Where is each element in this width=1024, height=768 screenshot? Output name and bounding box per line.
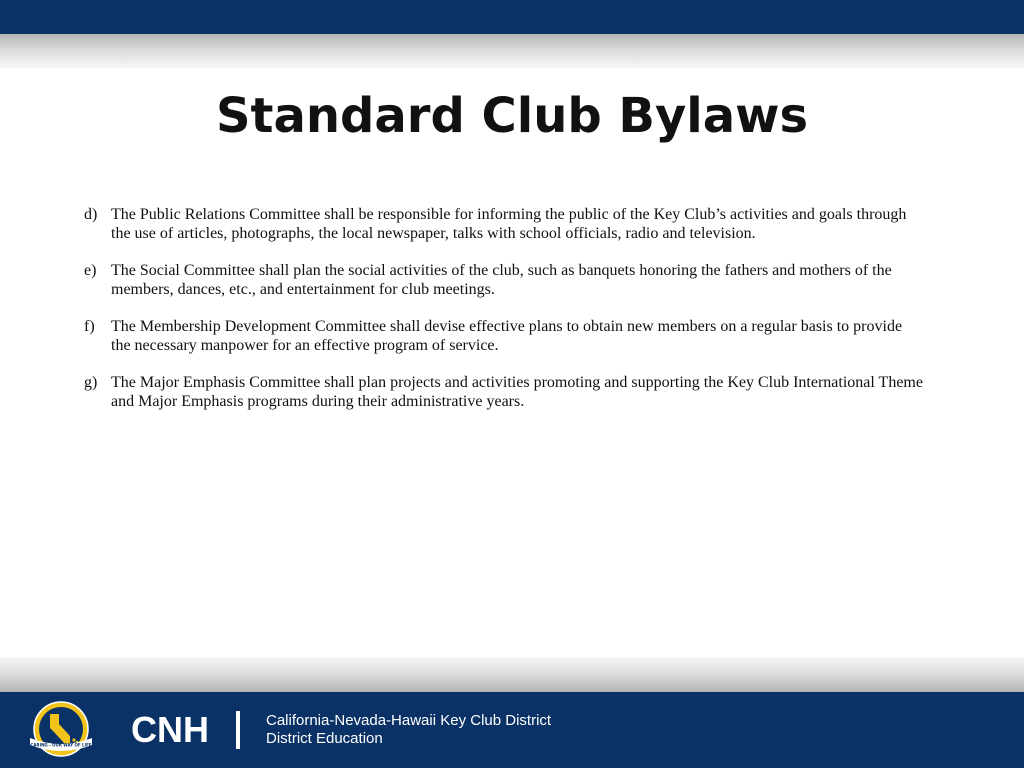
seal-ring-text: CARING - OUR WAY OF LIFE bbox=[30, 742, 92, 748]
bylaw-item-e bbox=[84, 261, 924, 299]
bylaw-item-f bbox=[84, 317, 924, 355]
footer-brand: CNH bbox=[131, 709, 209, 750]
bylaw-text: The Major Emphasis Committee shall plan projects and activities promoting and supporting the Key Club International Theme and Major Emphasis programs during their administrative years. bbox=[111, 374, 923, 410]
footer-subtitle: District Education bbox=[266, 730, 383, 747]
bylaw-item-g bbox=[84, 373, 924, 411]
footer-divider bbox=[236, 711, 240, 749]
top-navy-band bbox=[0, 0, 1024, 34]
bylaw-item-d bbox=[84, 205, 924, 243]
bylaw-marker: g) bbox=[84, 374, 98, 391]
bylaw-marker: d) bbox=[84, 206, 98, 223]
bylaw-marker: f) bbox=[84, 318, 95, 335]
bottom-gray-gradient bbox=[0, 657, 1024, 692]
top-gray-gradient bbox=[0, 34, 1024, 68]
bylaw-text: The Public Relations Committee shall be responsible for informing the public of the Key Club’s activities and goals through the use of articles, photographs, the local newspaper, talks with school officials, radio and television. bbox=[111, 206, 907, 242]
bylaw-marker: e) bbox=[84, 262, 97, 279]
footer-district-name: California-Nevada-Hawaii Key Club District bbox=[266, 712, 552, 729]
bylaws-list bbox=[84, 205, 924, 429]
cnh-district-seal-icon bbox=[26, 700, 96, 758]
slide-title: Standard Club Bylaws bbox=[215, 88, 809, 144]
bylaw-text: The Membership Development Committee shall devise effective plans to obtain new members on a regular basis to provide the necessary manpower for an effective program of service. bbox=[111, 318, 903, 354]
bylaw-text: The Social Committee shall plan the social activities of the club, such as banquets honoring the fathers and mothers of the members, dances, etc., and entertainment for club meetings. bbox=[111, 262, 892, 298]
